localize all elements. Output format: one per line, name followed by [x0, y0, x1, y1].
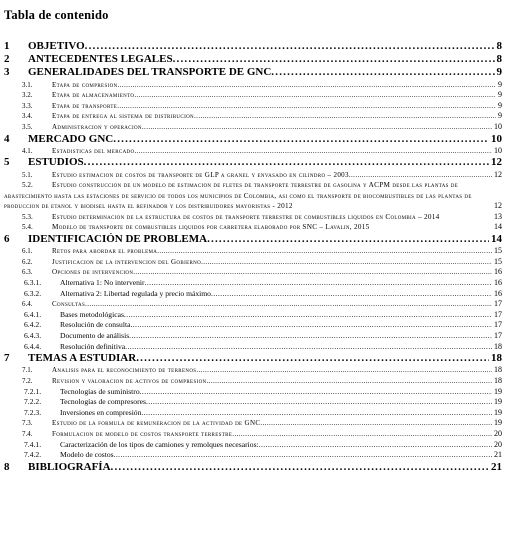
dot-leader: [157, 246, 492, 257]
toc-entry-number: 7.2.2.: [24, 397, 42, 407]
toc-entry-text: Resolución de consulta: [60, 320, 131, 330]
toc-entry-level-3[interactable]: [4, 408, 502, 419]
toc-entry-page: 20: [494, 439, 502, 449]
toc-entry-number: 5.2.: [22, 181, 33, 190]
toc-entry-level-2[interactable]: [4, 246, 502, 257]
toc-entry-page: 19: [494, 397, 502, 407]
toc-entry-page: 12: [491, 156, 502, 169]
toc-entry-page: 16: [494, 267, 502, 277]
toc-entry-text: Etapa de compresion: [52, 80, 118, 89]
dot-leader: [134, 146, 492, 157]
toc-entry-level-1[interactable]: [4, 156, 502, 169]
toc-entry-number: 6.4.: [22, 300, 33, 309]
toc-entry-page: 18: [491, 352, 502, 365]
toc-entry-number: 6.4.2.: [24, 320, 42, 330]
dot-leader: [113, 133, 489, 146]
toc-entry-text: Formulacion de modelo de costos transporte terrestre: [52, 429, 233, 438]
toc-entry-number: 7.4.1.: [24, 439, 42, 449]
dot-leader: [146, 397, 492, 408]
dot-leader: [124, 310, 492, 321]
toc-entry-text: Estudio estimacion de costos de transporte de GLP a granel y envasado en cilindro – 2003: [52, 170, 349, 179]
toc-entry-text: Estudio determinacion de la estructura de costos de transporte terrestre de combustibles liquidos en Colombia – 2014: [52, 212, 440, 221]
toc-entry-level-1[interactable]: [4, 40, 502, 53]
toc-entry-number: 6.3.2.: [24, 288, 42, 298]
toc-entry-page: 9: [498, 90, 502, 100]
toc-entry-number: 6.3.: [22, 268, 33, 277]
toc-entry-page: 18: [494, 365, 502, 375]
toc-entry-text: IDENTIFICACIÓN DE PROBLEMA: [28, 233, 208, 246]
toc-entry-text: Bases metodológicas: [60, 309, 124, 319]
toc-entry-page: 8: [496, 53, 502, 66]
toc-entry-page: 15: [494, 246, 502, 256]
toc-entry-level-3[interactable]: [4, 342, 502, 353]
toc-entry-number: 4: [4, 132, 10, 145]
toc-entry-multiline[interactable]: [4, 180, 502, 212]
toc-entry-text: Analisis para el reconocimiento de terrenos: [52, 366, 197, 375]
toc-entry-level-2[interactable]: [4, 170, 502, 181]
dot-leader: [145, 278, 492, 289]
dot-leader: [140, 387, 492, 398]
dot-leader: [271, 66, 494, 79]
toc-entry-number: 7.4.: [22, 429, 33, 438]
dot-leader: [114, 450, 492, 461]
toc-entry-page: 16: [494, 278, 502, 288]
toc-entry-number: 7.2.3.: [24, 407, 42, 417]
dot-leader: [349, 170, 492, 181]
dot-leader: [85, 299, 492, 310]
toc-entry-level-1[interactable]: [4, 133, 502, 146]
dot-leader: [194, 111, 496, 122]
toc-entry-level-3[interactable]: [4, 278, 502, 289]
toc-entry-number: 3.3.: [22, 101, 33, 110]
toc-entry-level-3[interactable]: [4, 331, 502, 342]
toc-entry-page: 9: [498, 100, 502, 110]
toc-entry-level-2[interactable]: [4, 90, 502, 101]
toc-entry-level-2[interactable]: [4, 80, 502, 91]
toc-entry-text: Tecnologías de suministro: [60, 386, 140, 396]
dot-leader: [259, 440, 492, 451]
toc-entry-page: 19: [494, 407, 502, 417]
dot-leader: [85, 40, 495, 53]
toc-entry-page: 12: [494, 201, 502, 211]
toc-entry-text: Retos para abordar el problema: [52, 247, 158, 256]
toc-entry-number: 5: [4, 156, 10, 169]
dot-leader: [125, 342, 492, 353]
toc-entry-text: Modelo de transporte de combustibles liquidos por carretera elaborado por SNC – Lavalin, 2015: [52, 223, 370, 232]
toc-entry-number: 6.3.1.: [24, 278, 42, 288]
toc-entry-text: Etapa de transporte: [52, 101, 118, 110]
toc-entry-number: 3.2.: [22, 91, 33, 100]
toc-entry-page: 10: [494, 145, 502, 155]
toc-entry-level-3[interactable]: [4, 397, 502, 408]
toc-entry-page: 17: [494, 299, 502, 309]
toc-entry-level-3[interactable]: [4, 440, 502, 451]
toc-entry-level-2[interactable]: [4, 122, 502, 133]
toc-entry-page: 18: [494, 341, 502, 351]
toc-entry-text: Resolución definitiva: [60, 341, 126, 351]
toc-entry-text: Documento de análisis: [60, 331, 130, 340]
toc-entry-page: 19: [494, 418, 502, 428]
dot-leader: [260, 418, 492, 429]
dot-leader: [232, 429, 492, 440]
toc-entry-page: 9: [498, 111, 502, 121]
toc-entry-text: Inversiones en compresión: [60, 407, 142, 417]
toc-entry-page: 9: [496, 66, 502, 79]
toc-entry-page: 17: [494, 309, 502, 319]
toc-entry-level-2[interactable]: [4, 365, 502, 376]
toc-entry-page: 19: [494, 386, 502, 396]
toc-entry-number: 8: [4, 460, 10, 473]
toc-entry-level-2[interactable]: [4, 299, 502, 310]
dot-leader: [196, 365, 492, 376]
toc-entry-text: ESTUDIOS: [28, 156, 84, 169]
toc-entry-text: MERCADO GNC: [28, 132, 114, 145]
dot-leader: [84, 156, 489, 169]
toc-entry-text: Etapa de almacenamiento: [52, 91, 135, 100]
toc-entry-level-1[interactable]: [4, 233, 502, 246]
toc-entry-page: 14: [494, 222, 502, 232]
toc-entry-level-2[interactable]: [4, 267, 502, 278]
toc-entry-number: 1: [4, 40, 10, 52]
toc-entry-number: 3.5.: [22, 122, 33, 131]
dot-leader: [211, 289, 492, 300]
toc-entry-number: 7.4.2.: [24, 450, 42, 460]
dot-leader: [142, 122, 492, 133]
toc-entry-number: 6.4.4.: [24, 341, 42, 351]
toc-entry-text: BIBLIOGRAFÍA: [28, 460, 111, 473]
toc-entry-text: ANTECEDENTES LEGALES: [28, 53, 173, 66]
toc-title: Tabla de contenido: [4, 8, 109, 22]
toc-entry-page: 21: [494, 450, 502, 460]
toc-entry-number: 6.4.3.: [24, 331, 42, 340]
toc-entry-text: OBJETIVO: [28, 40, 85, 52]
toc-entry-text: Modelo de costos: [60, 450, 114, 460]
toc-entry-page: 17: [494, 320, 502, 330]
toc-entry-level-2[interactable]: [4, 101, 502, 112]
toc-entry-number: 7.1.: [22, 366, 33, 375]
toc-entry-level-3[interactable]: [4, 450, 502, 461]
toc-entry-text: Estudio de la formula de remuneracion de la actividad de GNC: [52, 419, 261, 428]
dot-leader: [207, 233, 489, 246]
toc-entry-number: 5.3.: [22, 212, 33, 221]
toc-entry-number: 6.1.: [22, 247, 33, 256]
toc-entry-page: 17: [494, 331, 502, 340]
toc-entry-text: Justificacion de la intervencion del Gobierno: [52, 257, 202, 266]
toc-entry-text: TEMAS A ESTUDIAR: [28, 352, 137, 365]
toc-entry-page: 9: [498, 79, 502, 89]
toc-entry-level-3[interactable]: [4, 289, 502, 300]
toc-entry-number: 7.2.: [22, 376, 33, 385]
toc-entry-multiline[interactable]: [4, 222, 502, 233]
toc-entry-number: 7: [4, 352, 10, 365]
toc-entry-number: 6.4.1.: [24, 309, 42, 319]
toc-entry-number: 6: [4, 233, 10, 246]
toc-entry-text: Alternativa 1: No intervenir: [60, 278, 145, 288]
toc-entry-text: Consultas: [52, 300, 86, 309]
toc-entry-number: 5.1.: [22, 170, 33, 179]
toc-entry-page: 8: [496, 40, 502, 52]
toc-entry-page: 10: [494, 121, 502, 131]
table-of-contents: [4, 40, 502, 474]
toc-entry-level-2[interactable]: [4, 111, 502, 122]
toc-entry-text: Opciones de intervencion: [52, 268, 134, 277]
toc-entry-level-2[interactable]: [4, 429, 502, 440]
toc-entry-number: 3: [4, 66, 10, 79]
toc-entry-number: 3.4.: [22, 112, 33, 121]
toc-entry-number: 7.3.: [22, 419, 33, 428]
toc-entry-number: 6.2.: [22, 257, 33, 266]
toc-entry-number: 2: [4, 53, 10, 66]
toc-entry-text: GENERALIDADES DEL TRANSPORTE DE GNC: [28, 66, 272, 79]
toc-entry-page: 13: [494, 211, 502, 221]
toc-entry-page: 10: [491, 132, 502, 145]
dot-leader: [207, 376, 492, 387]
toc-entry-text: Administracion y operacion: [52, 122, 142, 131]
dot-leader: [201, 257, 492, 268]
toc-entry-level-2[interactable]: [4, 376, 502, 387]
dot-leader: [111, 461, 489, 474]
toc-entry-number: 3.1.: [22, 80, 33, 89]
dot-leader: [173, 53, 495, 66]
toc-entry-text: Alternativa 2: Libertad regulada y precio máximo: [60, 288, 211, 298]
toc-entry-text: Caracterización de los tipos de camiones y remolques necesarios:: [60, 439, 259, 449]
toc-entry-level-1[interactable]: [4, 352, 502, 365]
dot-leader: [141, 408, 492, 419]
toc-entry-number: 7.2.1.: [24, 386, 42, 396]
dot-leader: [117, 101, 496, 112]
toc-entry-text: Etapa de entrega al sistema de distribucion: [52, 112, 195, 121]
toc-entry-level-1[interactable]: [4, 66, 502, 79]
toc-entry-text: Estudio construccion de un modelo de estimacion de fletes de transporte terrestre de gasolina y ACPM desde las plantas de abastecimiento hasta las estaciones de servicio de todos los municipios de Colombia, asi como el transporte de biocombustibles de las plantas de produccion de etanol y biodisel hasta el refinador y los distribuidores mayoristas - 2012: [4, 181, 472, 211]
toc-entry-page: 15: [494, 256, 502, 266]
toc-entry-page: 12: [494, 169, 502, 179]
toc-entry-level-3[interactable]: [4, 310, 502, 321]
toc-entry-page: 21: [491, 460, 502, 473]
toc-entry-text: Tecnologías de compresores: [60, 397, 146, 407]
toc-entry-page: 16: [494, 288, 502, 298]
toc-entry-level-3[interactable]: [4, 320, 502, 331]
dot-leader: [118, 80, 496, 91]
dot-leader: [133, 267, 492, 278]
toc-entry-level-2[interactable]: [4, 418, 502, 429]
toc-entry-level-3[interactable]: [4, 387, 502, 398]
dot-leader: [134, 90, 496, 101]
toc-entry-text: Estadisticas del mercado: [52, 146, 135, 155]
toc-entry-level-2[interactable]: [4, 146, 502, 157]
toc-entry-level-1[interactable]: [4, 461, 502, 474]
toc-entry-number: 4.1.: [22, 146, 33, 155]
toc-entry-multiline[interactable]: [4, 212, 502, 223]
toc-entry-level-1[interactable]: [4, 53, 502, 66]
toc-entry-page: 14: [491, 233, 502, 246]
toc-entry-text: Revision y valoracion de activos de compresion: [52, 376, 207, 385]
toc-entry-number: 5.4.: [22, 223, 33, 232]
toc-entry-level-2[interactable]: [4, 257, 502, 268]
dot-leader: [129, 331, 492, 342]
toc-entry-page: 18: [494, 375, 502, 385]
dot-leader: [130, 320, 492, 331]
toc-entry-page: 20: [494, 428, 502, 438]
dot-leader: [136, 352, 489, 365]
